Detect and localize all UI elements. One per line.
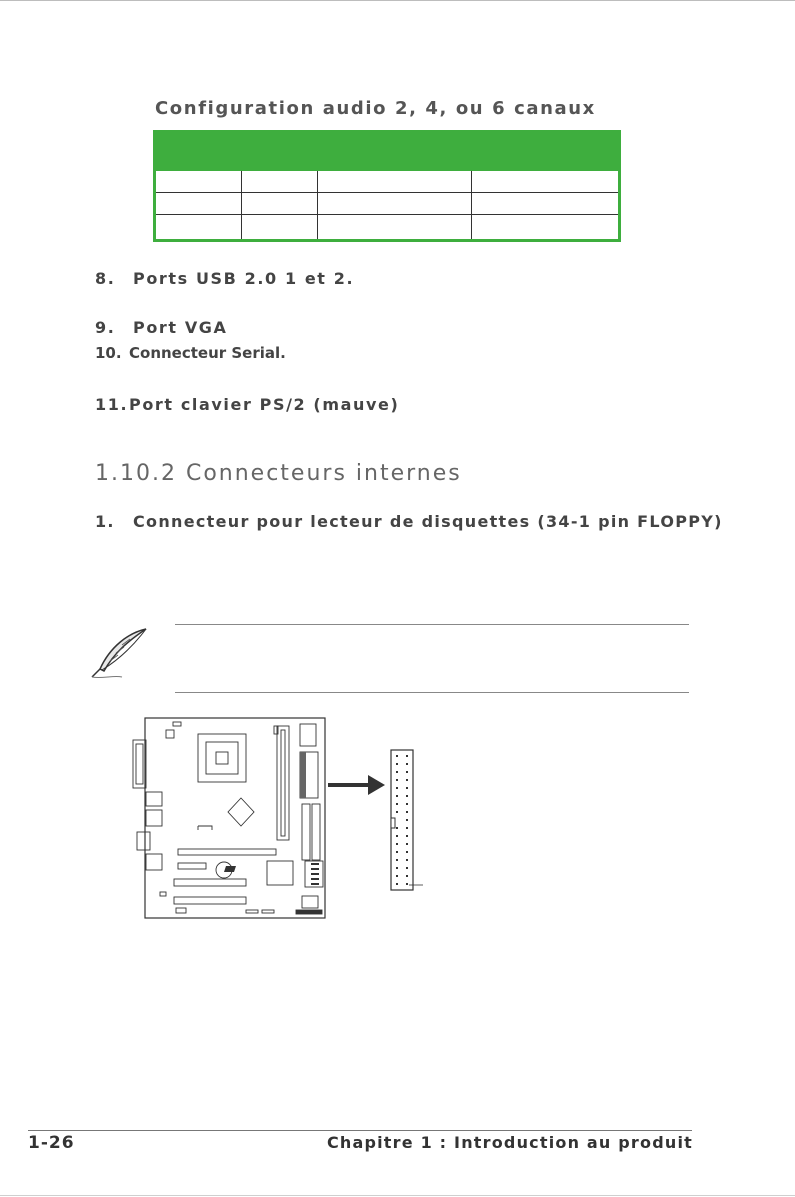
- list-item-number: 8.: [95, 269, 116, 288]
- list-item-text: Port VGA: [133, 318, 228, 337]
- audio-table-column-divider: [317, 171, 318, 239]
- pointer-arrow-icon: [328, 772, 386, 798]
- list-item: [95, 395, 399, 414]
- section-item: [95, 512, 723, 531]
- top-rule: [0, 0, 795, 1]
- note-feather-icon: [88, 625, 150, 681]
- motherboard-diagram: [128, 716, 328, 921]
- audio-table-row: [156, 171, 618, 193]
- list-item: [95, 269, 354, 288]
- list-item: [95, 344, 286, 362]
- footer-rule: [28, 1130, 692, 1131]
- list-item-text: Port clavier PS/2 (mauve): [129, 395, 400, 414]
- page-number: 1-26: [28, 1133, 75, 1153]
- floppy-connector-diagram: [385, 748, 425, 896]
- audio-table-column-divider: [241, 171, 242, 239]
- note-top-rule: [175, 624, 689, 625]
- list-item-number: 9.: [95, 318, 116, 337]
- audio-table-row: [156, 193, 618, 215]
- list-item: [95, 318, 228, 337]
- audio-config-table: [153, 130, 621, 242]
- list-item-text: Ports USB 2.0 1 et 2.: [133, 269, 355, 288]
- audio-table-row: [156, 215, 618, 236]
- bottom-rule: [0, 1195, 795, 1196]
- list-item-number: 10.: [95, 344, 122, 362]
- section-title: 1.10.2 Connecteurs internes: [95, 461, 462, 486]
- list-item-number: 11.: [95, 395, 129, 414]
- audio-table-header: [156, 133, 618, 171]
- section-item-text: Connecteur pour lecteur de disquettes (34-1 pin FLOPPY): [133, 512, 723, 531]
- section-item-number: 1.: [95, 512, 115, 531]
- audio-table-column-divider: [471, 171, 472, 239]
- chapter-title: Chapitre 1 : Introduction au produit: [326, 1133, 693, 1152]
- audio-config-title: Configuration audio 2, 4, ou 6 canaux: [155, 98, 596, 119]
- note-bottom-rule: [175, 692, 689, 693]
- list-item-text: Connecteur Serial.: [129, 344, 286, 362]
